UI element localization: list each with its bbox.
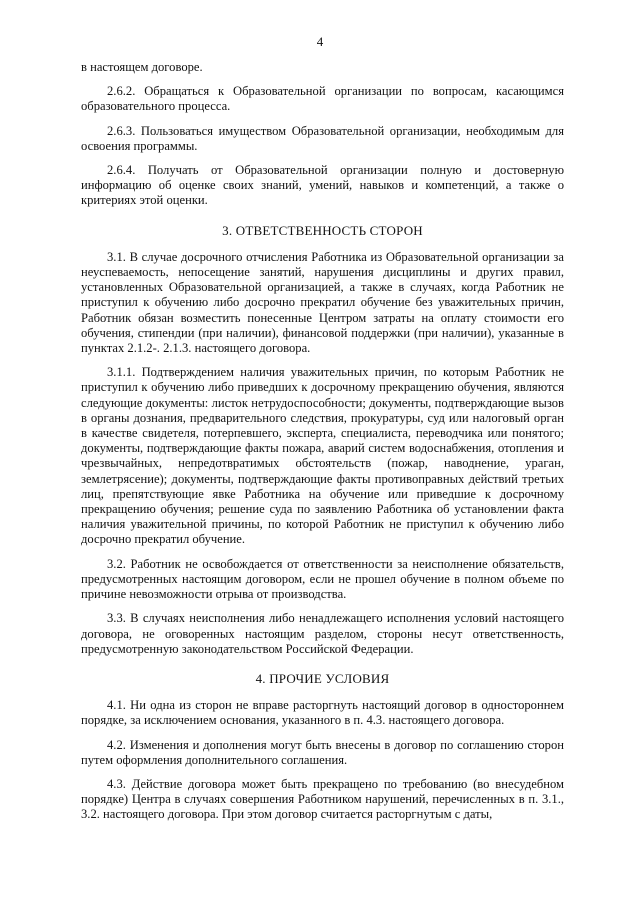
section-3-heading: 3. ОТВЕТСТВЕННОСТЬ СТОРОН [222,222,423,238]
paragraph-4-3: 4.3. Действие договора может быть прекращено по требованию (во внесудебном порядке) Центра в случаях совершения Работником нарушений, перечисленных в п. 3.1., 3.2. настоящего договора. При этом договор считается расторгнутым с даты, [81,776,564,822]
paragraph-4-2: 4.2. Изменения и дополнения могут быть внесены в договор по соглашению сторон путем оформления дополнительного соглашения. [81,737,564,767]
paragraph-continuation: в настоящем договоре. [81,60,203,74]
paragraph-3-2: 3.2. Работник не освобождается от ответственности за неисполнение обязательств, предусмотренных настоящим договором, если не прошел обучение в полном объеме по причине невозможности отрыва от производства. [81,556,564,602]
paragraph-2-6-3: 2.6.3. Пользоваться имуществом Образовательной организации, необходимым для освоения программы. [81,123,564,153]
paragraph-3-1: 3.1. В случае досрочного отчисления Работника из Образовательной организации за неуспеваемость, непосещение занятий, нарушения дисциплины и других правил, установленных Образовательной организацией, а также в случаях, когда Работник не приступил к обучению либо досрочно прекратил обучение без уважительных причин, Работник обязан возместить понесенные Центром затраты на оплату стоимости его обучения, стипендии (при наличии), финансовой поддержки (при наличии), указанные в пунктах 2.1.2-. 2.1.3. настоящего договора. [81,249,564,356]
paragraph-2-6-2: 2.6.2. Обращаться к Образовательной организации по вопросам, касающимся образовательного процесса. [81,84,564,114]
section-4-heading: 4. ПРОЧИЕ УСЛОВИЯ [255,670,390,686]
paragraph-3-1-1: 3.1.1. Подтверждением наличия уважительных причин, по которым Работник не приступил к обучению либо приведших к досрочному прекращению обучения, являются следующие документы: листок нетрудоспособности; документы, подтверждающие вызов в органы дознания, предварительного следствия, прокуратуры, суд или налоговый орган в качестве свидетеля, потерпевшего, эксперта, специалиста, переводчика или понятого; документы, подтверждающие факты пожара, аварий систем водоснабжения, отопления и чрезвычайных, непредотвратимых обстоятельств (пожар, наводнение, ураган, землетрясение); документы, подтверждающие факты противоправных действий третьих лиц, препятствующие явке Работника на обучение или приведшие к досрочному прекращению обучения; решение суда по заявлению Работника об установлении факта наличия уважительной причины, по которой Работник не приступил к обучению либо досрочно прекратил обучение. [81,365,564,547]
paragraph-4-1: 4.1. Ни одна из сторон не вправе расторгнуть настоящий договор в одностороннем порядке, за исключением основания, указанного в п. 4.3. настоящего договора. [81,698,564,728]
paragraph-2-6-4: 2.6.4. Получать от Образовательной организации полную и достоверную информацию об оценке своих знаний, умений, навыков и компетенций, а также о критериях этой оценки. [81,163,564,208]
document-body [81,60,564,832]
page-number: 4 [316,34,324,49]
paragraph-3-3: 3.3. В случаях неисполнения либо ненадлежащего исполнения условий настоящего договора, не оговоренных настоящим разделом, стороны несут ответственность, предусмотренную законодательством Российской Федерации. [81,611,564,656]
